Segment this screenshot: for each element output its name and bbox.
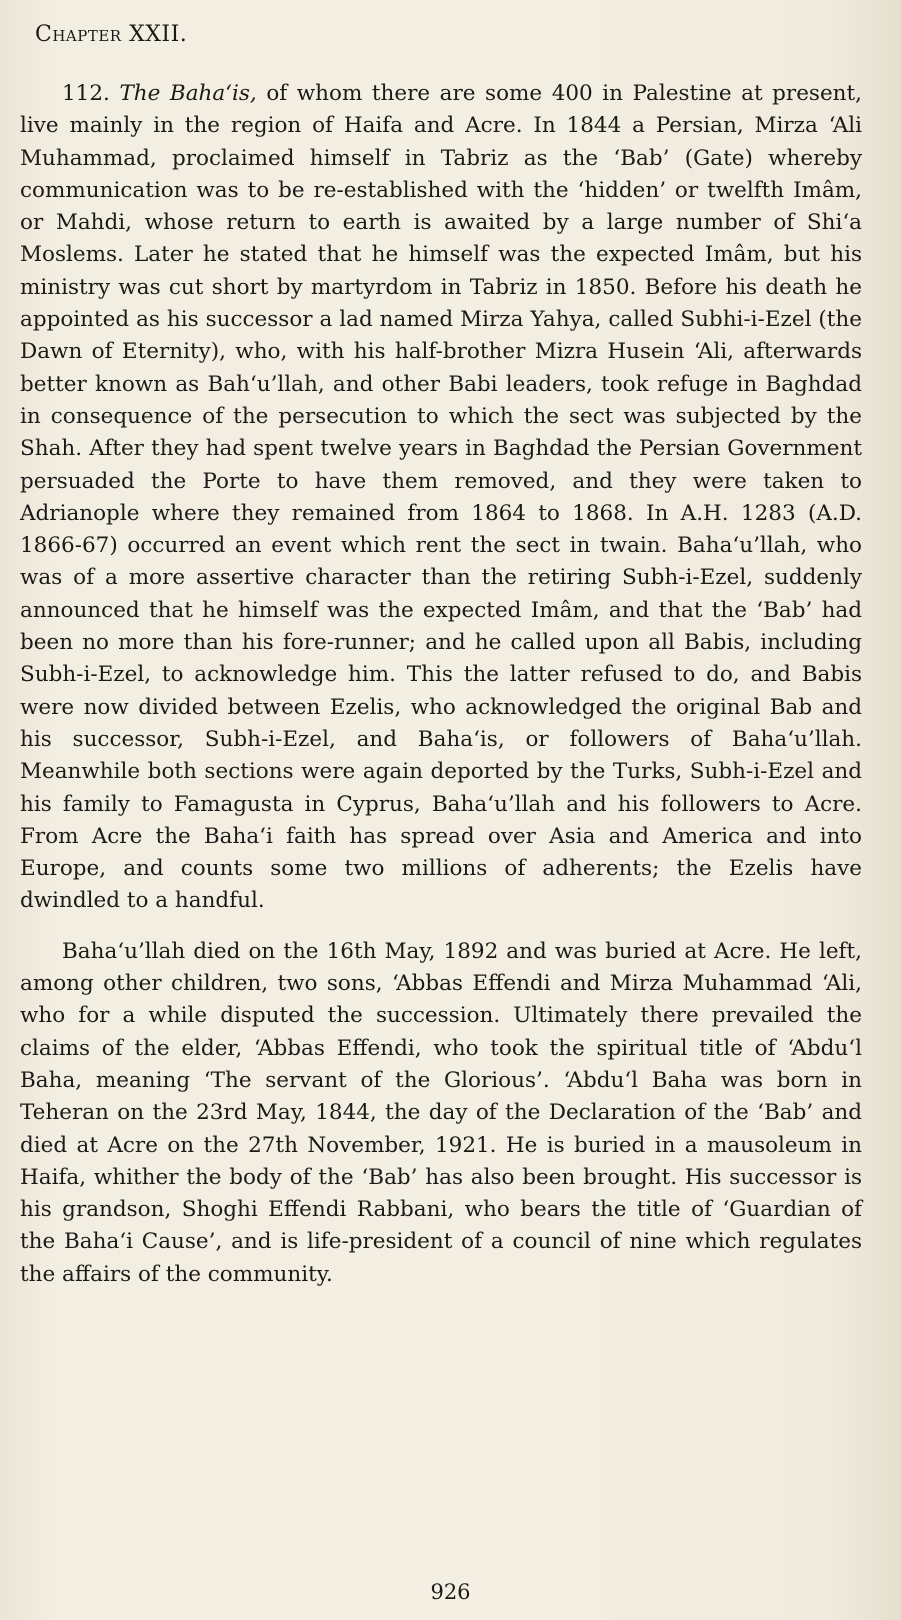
paragraph-112 [20, 78, 862, 918]
chapter-heading: Chapter XXII. [35, 22, 188, 47]
paragraph-number: 112. [62, 81, 110, 106]
body-text [20, 78, 862, 1291]
paragraph-text: Baha‘u’llah died on the 16th May, 1892 and was buried at Acre. He left, among other children, two sons, ‘Abbas Effendi and Mirza Muhammad ‘Ali, who for a while disputed the succession. Ultimately there prevailed the claims of the elder, ‘Abbas Effendi, who took the spiritual title of ‘Abdu‘l Baha, meaning ‘The servant of the Glorious’. ‘Abdu‘l Baha was born in Teheran on the 23rd May, 1844, the day of the Declaration of the ‘Bab’ and died at Acre on the 27th November, 1921. He is buried in a mausoleum in Haifa, whither the body of the ‘Bab’ has also been brought. His successor is his grandson, Shoghi Effendi Rabbani, who bears the title of ‘Guardian of the Baha‘i Cause’, and is life-president of a council of nine which regulates the affairs of the community. [20, 938, 862, 1287]
paragraph-succession [20, 936, 862, 1291]
paragraph-text: of whom there are some 400 in Palestine at present, live mainly in the region of Haifa and Acre. In 1844 a Persian, Mirza ‘Ali Muhammad, proclaimed himself in Tabriz as the ‘Bab’ (Gate) whereby communication was to be re-established with the ‘hidden’ or twelfth Imâm, or Mahdi, whose return to earth is awaited by a large number of Shi‘a Moslems. Later he stated that he himself was the expected Imâm, but his ministry was cut short by martyrdom in Tabriz in 1850. Before his death he appointed as his successor a lad named Mirza Yahya, called Subhi-i-Ezel (the Dawn of Eternity), who, with his half-brother Mizra Husein ‘Ali, afterwards better known as Bah‘u’llah, and other Babi leaders, took refuge in Baghdad in consequence of the persecution to which the sect was subjected by the Shah. After they had spent twelve years in Baghdad the Persian Government persuaded the Porte to have them removed, and they were taken to Adrianople where they remained from 1864 to 1868. In A.H. 1283 (A.D. 1866-67) occurred an event which rent the sect in twain. Baha‘u’llah, who was of a more assertive character than the retiring Subh-i-Ezel, suddenly announced that he himself was the expected Imâm, and that the ‘Bab’ had been no more than his fore-runner; and he called upon all Babis, including Subh-i-Ezel, to acknowledge him. This the latter refused to do, and Babis were now divided between Ezelis, who acknowledged the original Bab and his successor, Subh-i-Ezel, and Baha‘is, or followers of Baha‘u’llah. Meanwhile both sections were again deported by the Turks, Subh-i-Ezel and his family to Famagusta in Cyprus, Baha‘u’llah and his followers to Acre. From Acre the Baha‘i faith has spread over Asia and America and into Europe, and counts some two millions of adherents; the Ezelis have dwindled to a handful. [20, 81, 862, 914]
page-number: 926 [430, 1580, 471, 1604]
italic-lead: The Baha‘is, [119, 81, 257, 106]
